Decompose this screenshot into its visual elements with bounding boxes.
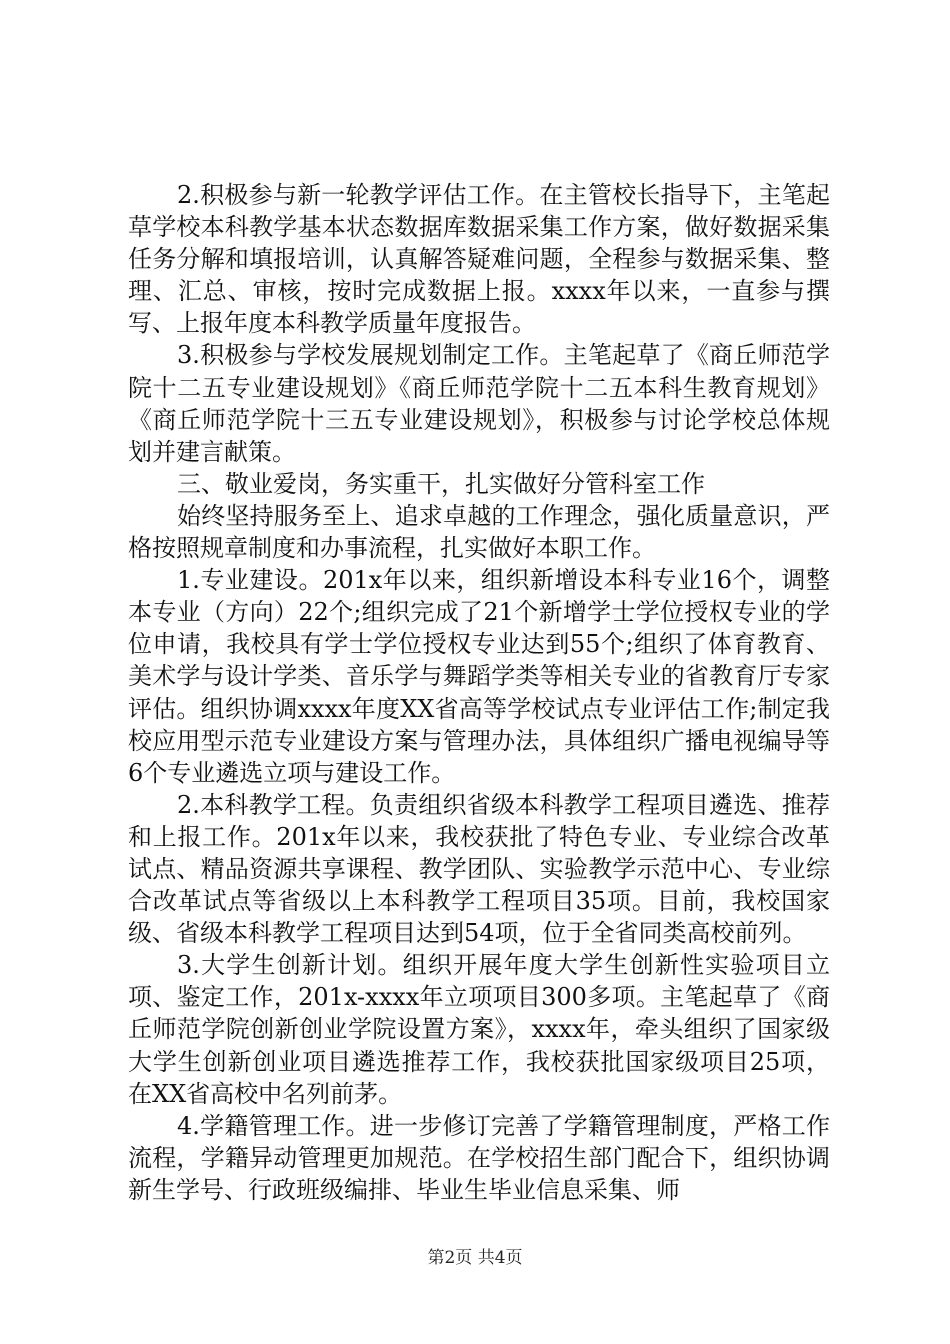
paragraph-work-philosophy: 始终坚持服务至上、追求卓越的工作理念，强化质量意识，严格按照规章制度和办事流程，扎实做好本职工作。	[128, 501, 830, 563]
page-footer: 第2页 共4页	[427, 1248, 523, 1268]
section-heading: 三、敬业爱岗，务实重干，扎实做好分管科室工作	[177, 469, 705, 498]
document-body	[128, 179, 830, 1206]
paragraph-development-planning: 3.积极参与学校发展规划制定工作。主笔起草了《商丘师范学院十二五专业建设规划》《商丘师范学院十二五本科生教育规划》《商丘师范学院十三五专业建设规划》，积极参与讨论学校总体规划并建言献策。	[128, 341, 830, 466]
paragraph-teaching-project: 2.本科教学工程。负责组织省级本科教学工程项目遴选、推荐和上报工作。201x年以来，我校获批了特色专业、专业综合改革试点、精品资源共享课程、教学团队、实验教学示范中心、专业综合改革试点等省级以上本科教学工程项目35项。目前，我校国家级、省级本科教学工程项目达到54项，位于全省同类高校前列。	[128, 790, 830, 948]
paragraph-innovation-plan: 3.大学生创新计划。组织开展年度大学生创新性实验项目立项、鉴定工作，201x-xxxx年立项项目300多项。主笔起草了《商丘师范学院创新创业学院设置方案》，xxxx年，牵头组织了国家级大学生创新创业项目遴选推荐工作，我校获批国家级项目25项，在XX省高校中名列前茅。	[128, 951, 830, 1108]
paragraph-major-construction: 1.专业建设。201x年以来，组织新增设本科专业16个，调整本专业（方向）22个;组织完成了21个新增学士学位授权专业的学位申请，我校具有学士学位授权专业达到55个;组织了体育教育、美术学与设计学类、音乐学与舞蹈学类等相关专业的省教育厅专家评估。组织协调xxxx年度XX省高等学校试点专业评估工作;制定我校应用型示范专业建设方案与管理办法，具体组织广播电视编导等6个专业遴选立项与建设工作。	[128, 566, 830, 787]
paragraph-teaching-evaluation: 2.积极参与新一轮教学评估工作。在主管校长指导下，主笔起草学校本科教学基本状态数据库数据采集工作方案，做好数据采集任务分解和填报培训，认真解答疑难问题，全程参与数据采集、整理、汇总、审核，按时完成数据上报。xxxx年以来，一直参与撰写、上报年度本科教学质量年度报告。	[128, 181, 830, 338]
paragraph-enrollment-management: 4.学籍管理工作。进一步修订完善了学籍管理制度，严格工作流程，学籍异动管理更加规范。在学校招生部门配合下，组织协调新生学号、行政班级编排、毕业生毕业信息采集、师	[128, 1111, 830, 1204]
